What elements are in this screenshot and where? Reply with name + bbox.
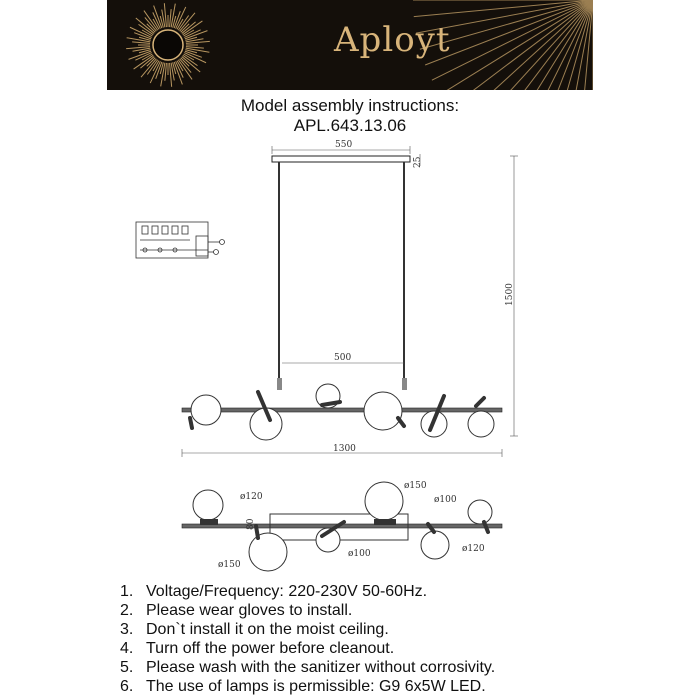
label-bottom-center: ø100 bbox=[348, 549, 371, 559]
document-title: Model assembly instructions: bbox=[240, 96, 460, 115]
list-item: 5. Please wash with the sanitizer without corrosivity. bbox=[120, 659, 496, 676]
label-bottom-left: ø150 bbox=[218, 560, 241, 570]
dim-total-height: 1500 bbox=[505, 283, 515, 306]
dim-rod-spacing: 500 bbox=[334, 353, 352, 363]
list-item: 6. The use of lamps is permissible: G9 6x5W LED. bbox=[120, 678, 486, 695]
list-item: 1. Voltage/Frequency: 220-230V 50-60Hz. bbox=[120, 583, 428, 600]
brand-name: Aployt bbox=[334, 20, 451, 60]
model-number: APL.643.13.06 bbox=[293, 116, 407, 135]
list-item: 2. Please wear gloves to install. bbox=[120, 602, 353, 619]
label-top-center: ø150 bbox=[404, 481, 427, 491]
wiring-diagram bbox=[136, 222, 225, 258]
dim-canopy-height: 25 bbox=[413, 156, 423, 168]
dim-canopy-width: 550 bbox=[335, 140, 353, 150]
instructions-list bbox=[120, 582, 495, 696]
label-top-left: ø120 bbox=[240, 492, 263, 502]
list-item: 4. Turn off the power before cleanout. bbox=[120, 640, 395, 657]
list-item: 3. Don`t install it on the moist ceiling. bbox=[120, 621, 389, 638]
label-side-small: 80 bbox=[246, 518, 256, 530]
top-view bbox=[182, 481, 502, 571]
front-view bbox=[182, 140, 518, 457]
label-bottom-right: ø120 bbox=[462, 544, 485, 554]
dim-total-length: 1300 bbox=[333, 444, 356, 454]
label-top-right: ø100 bbox=[434, 495, 457, 505]
